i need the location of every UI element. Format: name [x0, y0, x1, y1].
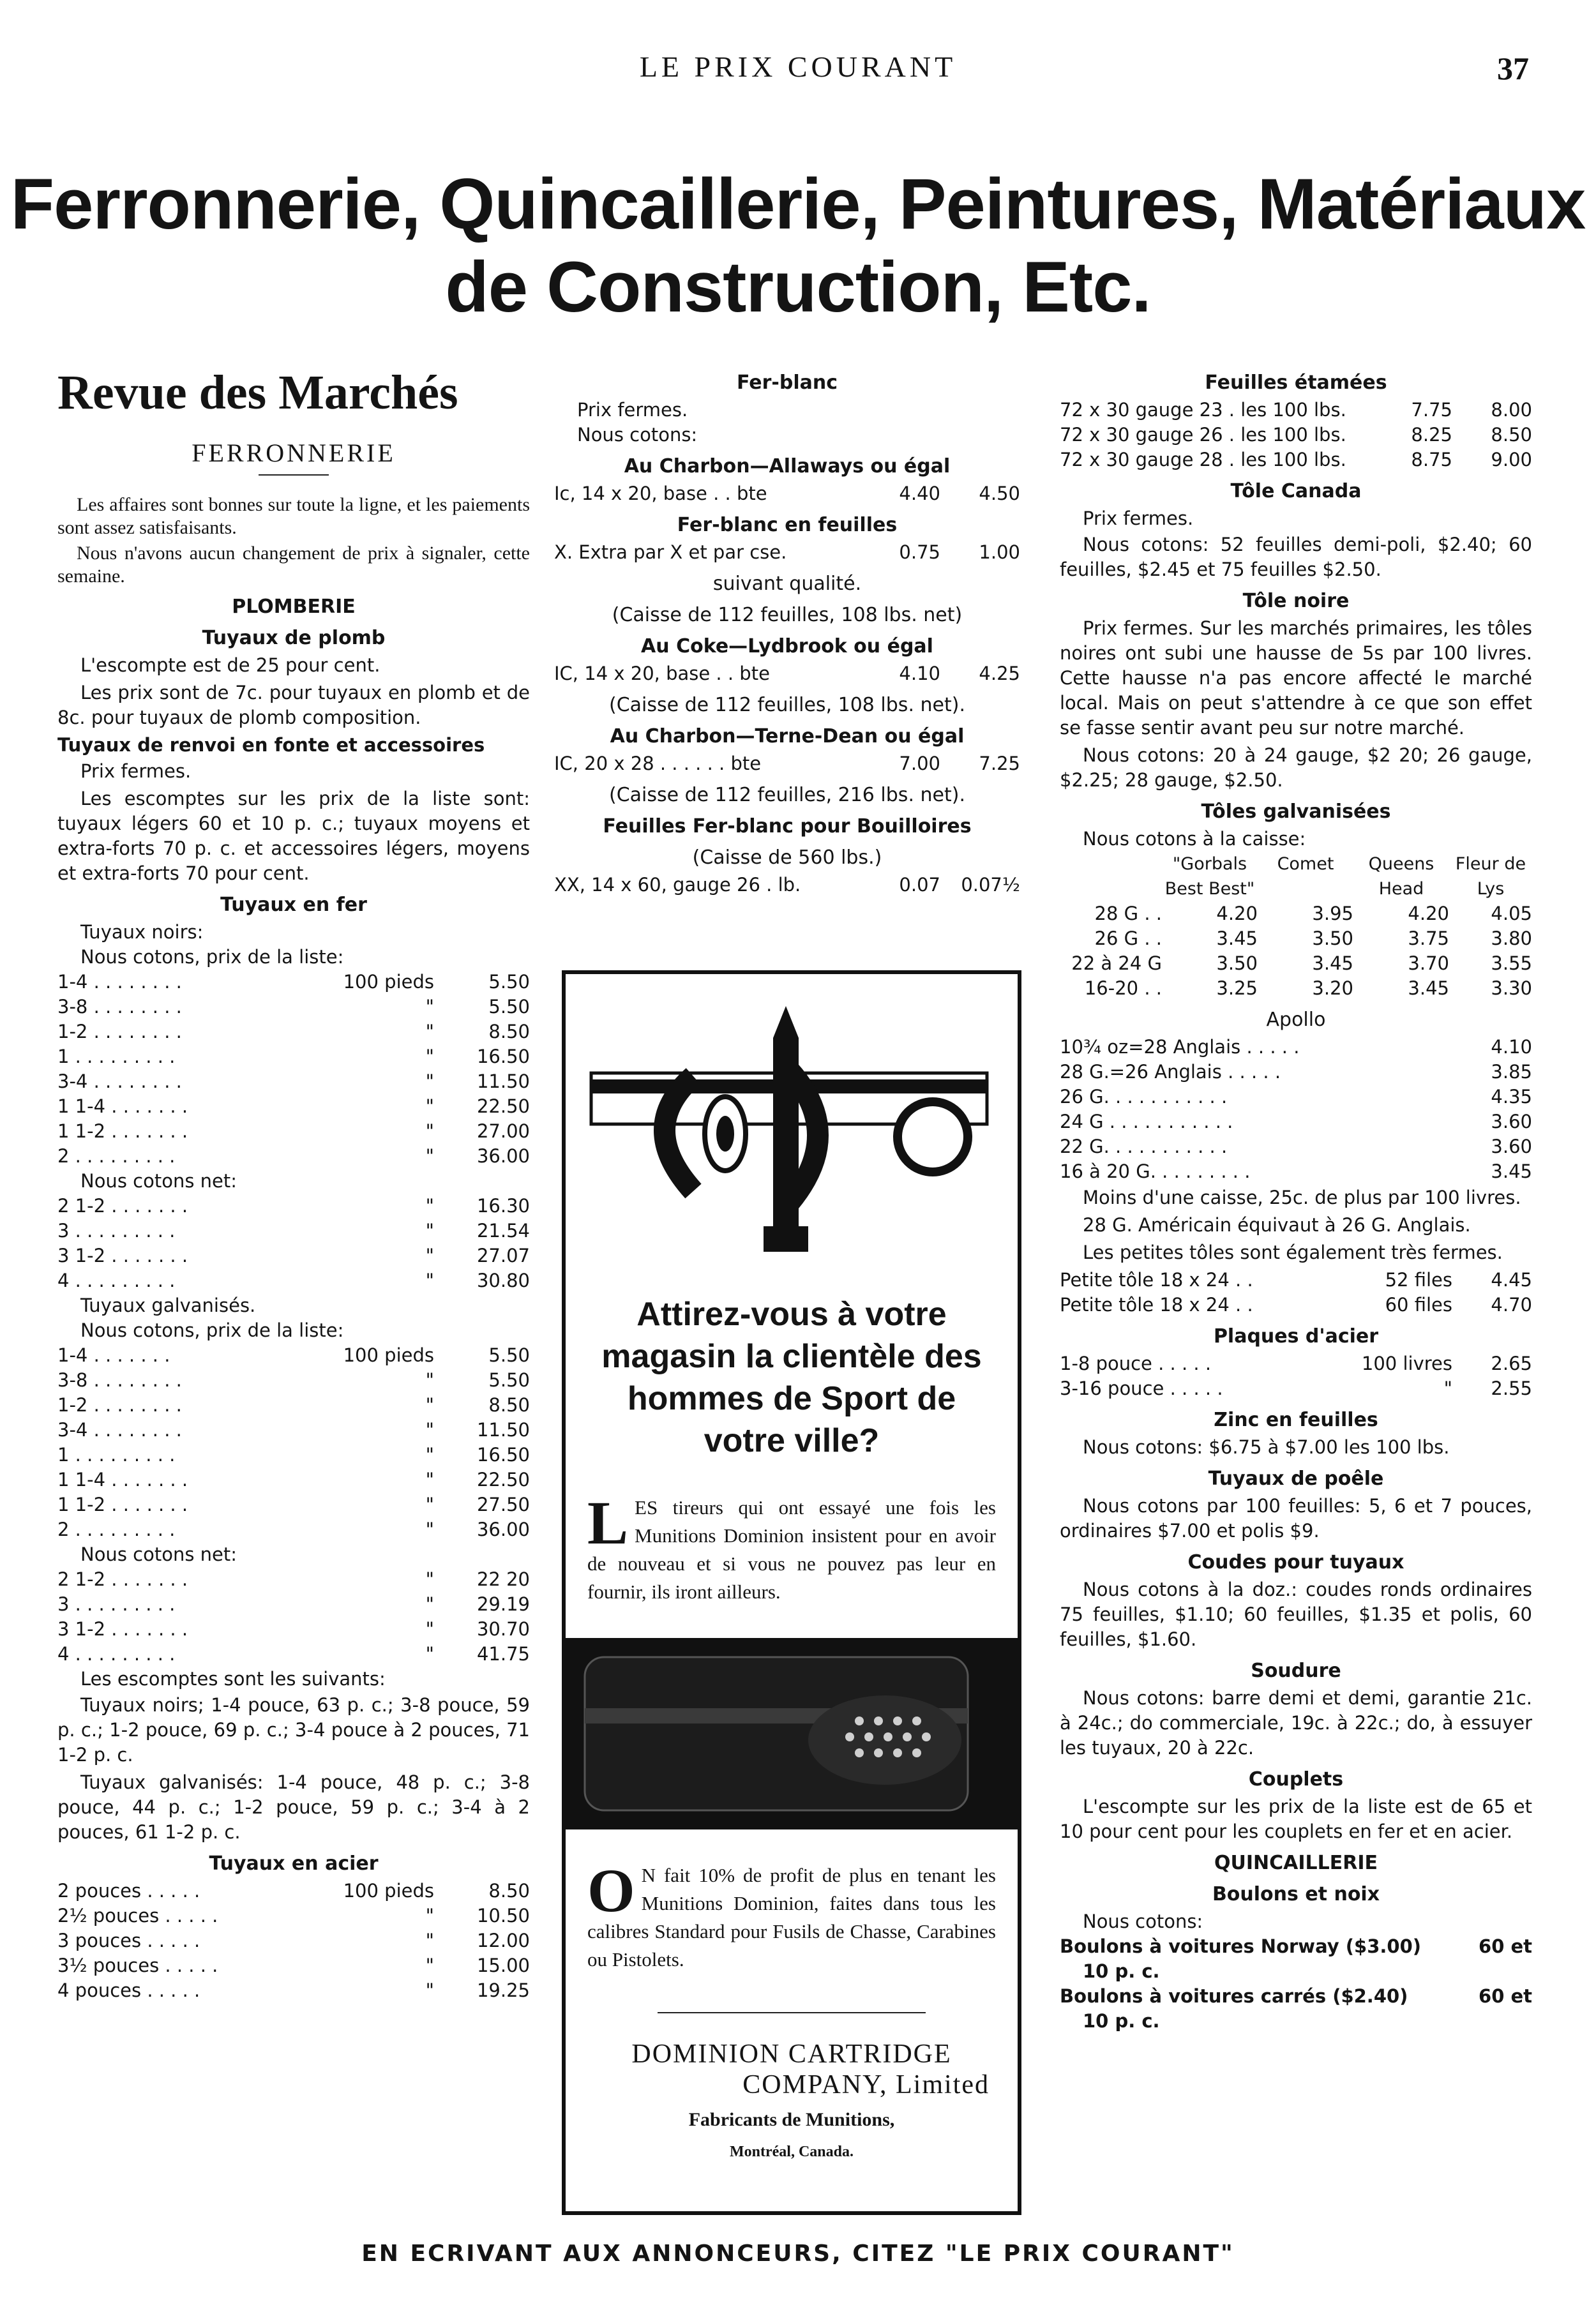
paragraph: Nous cotons à la doz.: coudes ronds ordinaires 75 feuilles, $1.10; 60 feuilles, $1.35 et polis, 60 feuilles, $1.60.	[1060, 1579, 1532, 1650]
price-row: 26 G. . . . . . . . . . . 4.35	[1060, 1086, 1532, 1108]
paragraph: L'escompte est de 25 pour cent.	[80, 654, 380, 676]
price-row: 10¾ oz=28 Anglais . . . . . 4.10	[1060, 1036, 1532, 1058]
company-name-line-1: DOMINION CARTRIDGE	[631, 2039, 952, 2069]
paragraph: Tuyaux galvanisés: 1-4 pouce, 48 p. c.; 3-8 pouce, 44 p. c.; 1-2 pouce, 59 p. c.; 3-4 à 2 pouces, 61 1-2 p. c.	[57, 1771, 530, 1843]
subheading: Tuyaux noirs:	[80, 921, 204, 943]
page-number: 37	[1497, 50, 1529, 86]
drop-cap: O	[587, 1856, 635, 1925]
price-row: 4 . . . . . . . . . " 30.80	[57, 1270, 530, 1291]
dominion-cartridge-ad	[562, 970, 1021, 2215]
price-row: 3-4 . . . . . . . . " 11.50	[57, 1070, 530, 1092]
text: 10 p. c.	[1083, 2010, 1160, 2032]
section-title-revue: Revue des Marchés	[57, 366, 458, 419]
column-middle	[554, 364, 1020, 898]
heading-poele: Tuyaux de poêle	[1208, 1468, 1384, 1490]
galvanized-price-table: "Gorbals Best Best" Comet Queens Head Fleur de Lys 28 G . . 4.20 3.95 4.20 4.05 26 G . . 3.45 3.50 3.75 3.80 22 à 24 G 3.50 3.45 3.70 3.55 16-20 . . 3.25 3.20 3.45 3.30	[1060, 852, 1532, 1001]
price-row: 22 G. . . . . . . . . . . 3.60	[1060, 1136, 1532, 1157]
drop-cap: L	[587, 1489, 629, 1557]
paragraph: 28 G. Américain équivaut à 26 G. Anglais.	[1083, 1214, 1471, 1236]
subheading: Nous cotons, prix de la liste:	[80, 1319, 344, 1341]
heading-tuyaux-fer: Tuyaux en fer	[220, 894, 367, 916]
page-title-line-1: Ferronnerie, Quincaillerie, Peintures, Matériaux	[10, 164, 1586, 244]
paragraph: Nous cotons: $6.75 à $7.00 les 100 lbs.	[1083, 1436, 1450, 1458]
price-row: Boulons à voitures Norway ($3.00) 60 et	[1060, 1935, 1532, 1957]
price-row: 1-4 . . . . . . . . 100 pieds 5.50	[57, 971, 530, 993]
price-row: Petite tôle 18 x 24 . . 52 files 4.45	[1060, 1269, 1532, 1291]
paragraph: L'escompte sur les prix de la liste est de 65 et 10 pour cent pour les couplets en fer et en acier.	[1060, 1796, 1532, 1842]
column-left	[57, 364, 530, 2003]
price-row: 3 1-2 . . . . . . . " 30.70	[57, 1618, 530, 1640]
price-list-noirs	[57, 970, 530, 1169]
price-row: 16 à 20 G. . . . . . . . . 3.45	[1060, 1160, 1532, 1182]
paragraph: Nous cotons par 100 feuilles: 5, 6 et 7 pouces, ordinaires $7.00 et polis $9.	[1060, 1495, 1532, 1542]
heading-allaways: Au Charbon—Allaways ou égal	[624, 455, 951, 477]
price-row: 2 . . . . . . . . . " 36.00	[57, 1145, 530, 1167]
text: Prix fermes.	[1083, 507, 1194, 529]
heading-coudes: Coudes pour tuyaux	[1187, 1551, 1404, 1574]
heading-tuyaux-plomb: Tuyaux de plomb	[202, 627, 386, 649]
price-row: 72 x 30 gauge 28 . les 100 lbs. 8.75 9.00	[1060, 449, 1532, 470]
heading-renvoi: Tuyaux de renvoi en fonte et accessoires	[57, 734, 485, 756]
paragraph: Les escomptes sur les prix de la liste sont: tuyaux légers 60 et 10 p. c.; tuyaux moyens et extra-forts 70 p. c. et accessoires légers, moyens et extra-forts 70 pour cent.	[57, 788, 530, 884]
text: Nous cotons:	[1083, 1911, 1203, 1932]
paragraph: Nous n'avons aucun changement de prix à signaler, cette semaine.	[57, 543, 530, 587]
price-row: 1 . . . . . . . . . " 16.50	[57, 1046, 530, 1067]
heading-fer-blanc: Fer-blanc	[736, 372, 838, 394]
heading-coke: Au Coke—Lydbrook ou égal	[641, 635, 933, 657]
ad-body-2	[566, 1836, 1018, 2161]
paragraph: Tuyaux noirs; 1-4 pouce, 63 p. c.; 3-8 pouce, 59 p. c.; 1-2 pouce, 69 p. c.; 3-4 pouce à 2 pouces, 71 1-2 p. c.	[57, 1694, 530, 1766]
divider	[658, 2012, 926, 2013]
price-row: 1-2 . . . . . . . . " 8.50	[57, 1394, 530, 1416]
price-row: Ic, 14 x 20, base . . bte 4.40 4.50	[554, 483, 1020, 504]
target-cartridge-illustration	[566, 1000, 1018, 1274]
text: (Caisse de 560 lbs.)	[692, 846, 882, 869]
price-row: IC, 14 x 20, base . . bte 4.10 4.25	[554, 663, 1020, 684]
price-row: 3 pouces . . . . . " 12.00	[57, 1930, 530, 1951]
text: (Caisse de 112 feuilles, 108 lbs. net)	[612, 604, 963, 626]
page-title-line-2: de Construction, Etc.	[445, 247, 1151, 327]
text: 10 p. c.	[1083, 1960, 1160, 1982]
price-row: 2 . . . . . . . . . " 36.00	[57, 1519, 530, 1540]
subheading: Nous cotons, prix de la liste:	[80, 946, 344, 968]
heading-apollo: Apollo	[1266, 1009, 1326, 1031]
heading-boulons: Boulons et noix	[1212, 1883, 1380, 1905]
ad-headline: Attirez-vous à votre magasin la clientèle des hommes de Sport de votre ville?	[601, 1296, 982, 1459]
price-row: 1 1-4 . . . . . . . " 22.50	[57, 1469, 530, 1491]
paragraph: Nous cotons: 20 à 24 gauge, $2 20; 26 gauge, $2.25; 28 gauge, $2.50.	[1060, 744, 1532, 791]
heading-plomberie: PLOMBERIE	[232, 596, 356, 618]
price-row: 28 G.=26 Anglais . . . . . 3.85	[1060, 1061, 1532, 1083]
heading-zinc: Zinc en feuilles	[1214, 1409, 1378, 1431]
company-name-line-2: COMPANY, Limited	[742, 2070, 990, 2099]
company-tagline: Fabricants de Munitions,	[688, 2109, 895, 2130]
heading-bouilloires: Feuilles Fer-blanc pour Bouilloires	[603, 815, 972, 838]
price-row: 3 . . . . . . . . . " 21.54	[57, 1220, 530, 1242]
paragraph: Moins d'une caisse, 25c. de plus par 100 livres.	[1083, 1187, 1521, 1208]
shotgun-shell-illustration	[566, 1632, 1018, 1836]
ad-text-1: LES tireurs qui ont essayé une fois les Munitions Dominion insistent pour en avoir de nouveau et si vous ne pouvez pas leur en fournir, ils iront ailleurs.	[587, 1489, 996, 1603]
text: Nous cotons à la caisse:	[1083, 828, 1306, 850]
heading-quincaillerie: QUINCAILLERIE	[1214, 1852, 1378, 1874]
price-row: 24 G . . . . . . . . . . . 3.60	[1060, 1111, 1532, 1132]
heading-tole-canada: Tôle Canada	[1230, 480, 1362, 502]
column-right	[1060, 364, 1532, 2034]
price-row: 3½ pouces . . . . . " 15.00	[57, 1955, 530, 1976]
price-row: 3-8 . . . . . . . . " 5.50	[57, 1369, 530, 1391]
text: (Caisse de 112 feuilles, 108 lbs. net).	[608, 694, 965, 716]
heading-toles-galvanisees: Tôles galvanisées	[1201, 800, 1391, 823]
price-row: 3-16 pouce . . . . . " 2.55	[1060, 1378, 1532, 1399]
price-row: 4 . . . . . . . . . " 41.75	[57, 1643, 530, 1665]
price-row: 1 . . . . . . . . . " 16.50	[57, 1444, 530, 1466]
price-row: 3 . . . . . . . . . " 29.19	[57, 1593, 530, 1615]
paragraph: Nous cotons: 52 feuilles demi-poli, $2.40; 60 feuilles, $2.45 et 75 feuilles $2.50.	[1060, 534, 1532, 580]
ad-text-2: O N fait 10% de profit de plus en tenant les Munitions Dominion, faites dans tous les calibres Standard pour Fusils de Chasse, Carabines ou Pistolets.	[587, 1856, 996, 1971]
price-row: 2½ pouces . . . . . " 10.50	[57, 1905, 530, 1927]
company-city: Montréal, Canada.	[730, 2144, 854, 2160]
price-row: X. Extra par X et par cse. 0.75 1.00	[554, 541, 1020, 563]
price-list-galvanises	[57, 1343, 530, 1542]
paragraph: Nous cotons: barre demi et demi, garantie 21c. à 24c.; do commerciale, 19c. à 22c.; do, à essuyer les tuyaux, 20 à 22c.	[1060, 1687, 1532, 1759]
ad-body	[566, 1274, 1018, 1606]
price-row: 3-8 . . . . . . . . " 5.50	[57, 996, 530, 1018]
text: suivant qualité.	[712, 573, 862, 595]
heading-soudure: Soudure	[1251, 1660, 1341, 1682]
paragraph: Les affaires sont bonnes sur toute la ligne, et les paiements sont assez satisfaisants.	[57, 494, 530, 538]
price-row: Boulons à voitures carrés ($2.40) 60 et	[1060, 1985, 1532, 2007]
price-row: 72 x 30 gauge 23 . les 100 lbs. 7.75 8.00	[1060, 399, 1532, 421]
price-row: 4 pouces . . . . . " 19.25	[57, 1979, 530, 2001]
price-row: 1 1-2 . . . . . . . " 27.00	[57, 1120, 530, 1142]
price-row: XX, 14 x 60, gauge 26 . lb. 0.07 0.07½	[554, 874, 1020, 896]
text: Prix fermes.	[577, 399, 688, 421]
paragraph: Prix fermes.	[80, 760, 192, 782]
price-row: 72 x 30 gauge 26 . les 100 lbs. 8.25 8.50	[1060, 424, 1532, 446]
heading-etamees: Feuilles étamées	[1205, 372, 1387, 394]
table-header-cell	[1060, 852, 1162, 901]
subheading: Nous cotons net:	[80, 1544, 237, 1565]
price-list-galvanises-net	[57, 1567, 530, 1667]
running-title: LE PRIX COURANT	[639, 50, 957, 83]
price-row: 3-4 . . . . . . . . " 11.50	[57, 1419, 530, 1441]
price-list-noirs-net	[57, 1194, 530, 1293]
price-row: 1-8 pouce . . . . . 100 livres 2.65	[1060, 1353, 1532, 1374]
divider	[259, 474, 329, 476]
price-row: Petite tôle 18 x 24 . . 60 files 4.70	[1060, 1294, 1532, 1316]
price-row: 1 1-2 . . . . . . . " 27.50	[57, 1494, 530, 1515]
price-row: 2 pouces . . . . . 100 pieds 8.50	[57, 1880, 530, 1902]
price-row: 1 1-4 . . . . . . . " 22.50	[57, 1095, 530, 1117]
subheading: Nous cotons net:	[80, 1170, 237, 1192]
footer-notice: EN ECRIVANT AUX ANNONCEURS, CITEZ "LE PRIX COURANT"	[361, 2241, 1235, 2267]
heading-couplets: Couplets	[1248, 1768, 1344, 1791]
subheading: Les escomptes sont les suivants:	[80, 1668, 386, 1690]
paragraph: Prix fermes. Sur les marchés primaires, les tôles noires ont subi une hausse de 5s par 100 livres. Cette hausse n'a pas encore affecté le marché local. Mais on peut s'attendre à ce que son effet se fasse sentir avant peu sur notre marché.	[1060, 617, 1532, 739]
heading-tole-noire: Tôle noire	[1242, 590, 1350, 612]
price-row: 2 1-2 . . . . . . . " 16.30	[57, 1195, 530, 1217]
paragraph: Les prix sont de 7c. pour tuyaux en plomb et de 8c. pour tuyaux de plomb composition.	[57, 682, 530, 728]
price-row: 2 1-2 . . . . . . . " 22 20	[57, 1568, 530, 1590]
subheading: Tuyaux galvanisés.	[80, 1295, 256, 1316]
price-list-acier	[57, 1879, 530, 2003]
table-header-cell: Fleur de Lys	[1455, 854, 1526, 899]
price-row: IC, 20 x 28 . . . . . . bte 7.00 7.25	[554, 753, 1020, 774]
heading-ferronnerie: FERRONNERIE	[192, 439, 396, 467]
table-header-cell: "Gorbals Best Best"	[1164, 854, 1255, 899]
table-header-cell: Queens Head	[1368, 854, 1434, 899]
table-header-cell: Comet	[1277, 854, 1334, 874]
price-row: 3 1-2 . . . . . . . " 27.07	[57, 1245, 530, 1266]
paragraph: Les petites tôles sont également très fermes.	[1083, 1242, 1503, 1263]
heading-plaques: Plaques d'acier	[1213, 1325, 1379, 1348]
text: Nous cotons:	[577, 424, 698, 446]
text: (Caisse de 112 feuilles, 216 lbs. net).	[608, 784, 965, 806]
heading-terne: Au Charbon—Terne-Dean ou égal	[610, 725, 965, 747]
price-row: 1-2 . . . . . . . . " 8.50	[57, 1021, 530, 1042]
heading-tuyaux-acier: Tuyaux en acier	[209, 1852, 379, 1875]
heading-en-feuilles: Fer-blanc en feuilles	[677, 514, 898, 536]
price-row: 1-4 . . . . . . . 100 pieds 5.50	[57, 1344, 530, 1366]
